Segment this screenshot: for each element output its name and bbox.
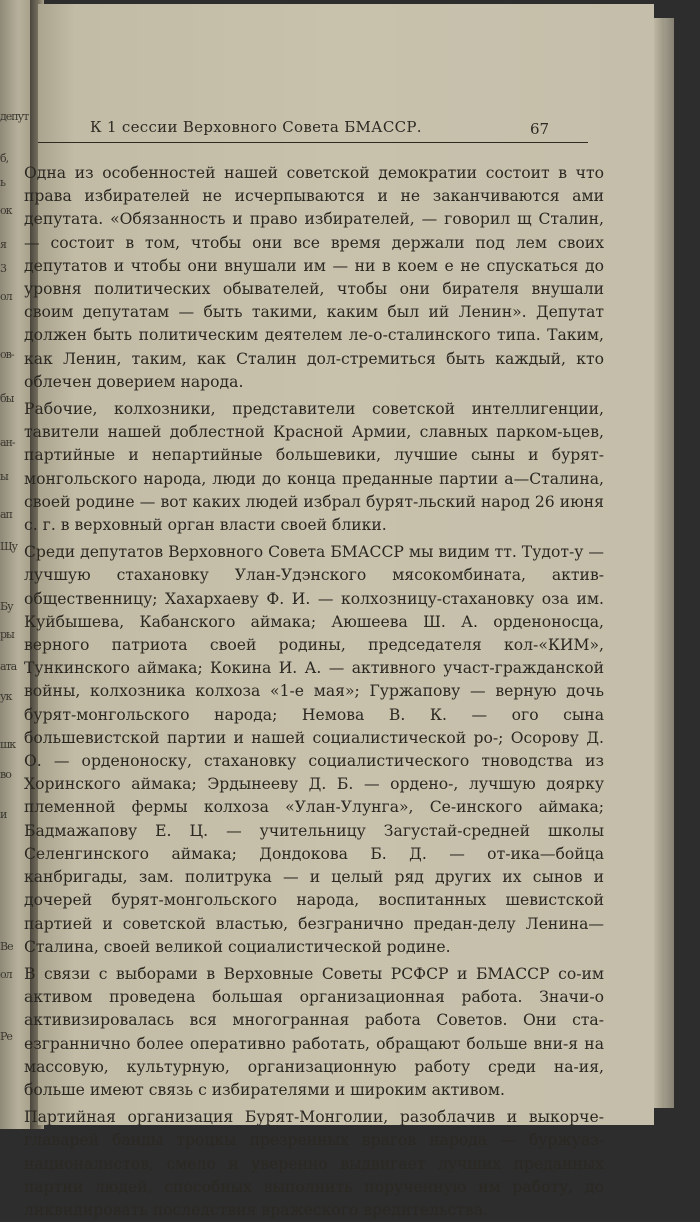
left-page-fragment: и: [0, 808, 7, 821]
left-page-fragment: б,: [0, 152, 9, 165]
left-page-fragment: ры: [0, 628, 14, 641]
left-page-fragment: ап: [0, 508, 12, 521]
paragraph: Одна из особенностей нашей советской демократии состоит в что права избирателей не исчерпываются и не заканчиваются ами депутата. «Обязанность и право избирателей, — говорил щ Сталин, — состоит в том, чтобы они все время держали под лем своих депутатов и чтобы они внушали им — ни в коем е не спускаться до уровня политических обывателей, чтобы они бирателя внушали своим депутатам — быть такими, каким был ий Ленин». Депутат должен быть политическим деятелем ле-о-сталинского типа. Таким, как Ленин, таким, как Сталин дол-стремиться быть каждый, кто облечен доверием народа.: [24, 164, 604, 391]
paragraph: В связи с выборами в Верховные Советы РСФСР и БМАССР со-им активом проведена большая организационная работа. Значи-о активизировалась вся многогранная работа Советов. Они ста-езграннично более оперативно работать, обращают больше вни-я на массовую, культурную, организационную работу среди на-ия, больше имеют связь с избирателями и широким активом.: [24, 964, 604, 1099]
left-page-fragment: ов-: [0, 348, 14, 361]
page-number: 67: [530, 120, 550, 138]
left-page-fragment: ата: [0, 660, 17, 673]
left-page-fragment: ь: [0, 176, 5, 189]
paragraph: Рабочие, колхозники, представители советской интеллигенции, тавители нашей доблестной Красной Армии, славных парком-ьцев, партийные и непартийные большевики, лучшие сыны и бурят-монгольского народа, люди до конца преданные партии а—Сталина, своей родине — вот каких людей избрал бурят-льский народ 26 июня с. г. в верховный орган власти своей блики.: [24, 400, 604, 535]
left-page-fragment: я: [0, 238, 6, 251]
left-page-fragment: Ве: [0, 940, 13, 953]
left-page-fragment: депут: [0, 110, 29, 123]
left-page-fragment: ол: [0, 968, 12, 981]
book-page: [24, 4, 654, 1219]
left-page-fragment: 3: [0, 262, 6, 275]
page-header: [38, 116, 588, 143]
paragraph: Партийная организация Бурят-Монголии, разоблачив и выкорче-главарей банды троцкы презренных врагов народа — буржуаз-националистов, смело и уверенно выдвигает лучших преданных партии людей, способных выполнить порученную им работу, до ликвидировать последствия вражеского вредительства.: [24, 1108, 604, 1219]
left-page-fragment: бы: [0, 392, 14, 405]
page-edge: [654, 18, 664, 1108]
left-page-fragment: Щу: [0, 540, 18, 553]
left-page-fragment: ок: [0, 204, 12, 217]
left-page-fragment: Ре: [0, 1030, 12, 1043]
left-page-fragment: ы: [0, 470, 8, 483]
running-title: К 1 сессии Верховного Совета БМАССР.: [90, 118, 422, 136]
left-page-fragment: ан-: [0, 436, 15, 449]
page-edge: [664, 18, 674, 1108]
paragraph: Среди депутатов Верховного Совета БМАССР мы видим тт. Тудот-у — лучшую стахановку Улан-Удэнского мясокомбината, актив-общественницу; Хахархаеву Ф. И. — колхозницу-стахановку оза им. Куйбышева, Кабанского аймака; Аюшеева Ш. А. орденоносца, верного патриота своей родины, председателя кол-«КИМ», Тункинского аймака; Кокина И. А. — активного участ-гражданской войны, колхозника колхоза «1-е мая»; Гуржапову — верную дочь бурят-монгольского народа; Немова В. К. — ого сына большевистской партии и нашей социалистической ро-; Осорову Д. О. — орденоноску, стахановку социалистического тноводства из Хоринского аймака; Эрдынееву Д. Б. — ордено-, лучшую доярку племенной фермы колхоза «Улан-Улунга», Се-инского аймака; Бадмажапову Е. Ц. — учительницу Загустай-средней школы Селенгинского аймака; Дондокова Б. Д. — от-ика—бойца канбригады, зам. политрука — и целый ряд других их сынов и дочерей бурят-монгольского народа, воспитанных шевистской партией и советской властью, безгранично предан-делу Ленина—Сталина, своей великой социалистической родине.: [24, 543, 604, 956]
left-page-fragment: ол: [0, 290, 12, 303]
left-page-fragment: ук: [0, 690, 12, 703]
left-page-fragment: Бу: [0, 600, 13, 613]
left-page-fragment: во: [0, 768, 11, 781]
body-text: [24, 162, 604, 1222]
left-page-fragment: шк: [0, 738, 16, 751]
